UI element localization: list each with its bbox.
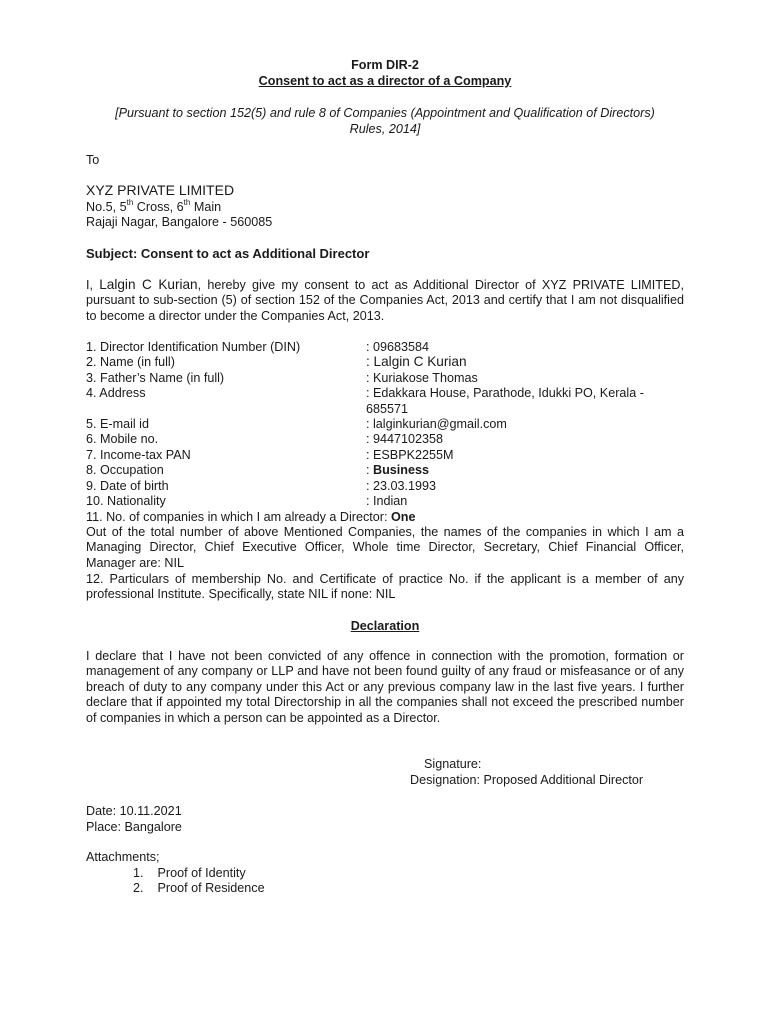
attachments-label: Attachments; [86,850,160,864]
addressee-company: XYZ PRIVATE LIMITED [86,182,235,198]
director-name: Lalgin C Kurian [99,277,198,292]
attachment-item: 2. Proof of Residence [133,881,265,895]
attachment-item: 1. Proof of Identity [133,866,246,880]
date-field: Date: 10.11.2021 [86,804,182,818]
managing-paragraph: Out of the total number of above Mentioned Companies, the names of the companies in which I am a Managing Director, Chief Executive Officer, Whole time Director, Secretary, Chief Financial Officer, Manager are: NIL [86,525,684,570]
company-name-inline: XYZ PRIVATE LIMITED [541,278,681,292]
form-number: Form DIR-2 [351,58,419,72]
subject-line: Subject: Consent to act as Additional Director [86,246,370,261]
address-line-1: No.5, 5th Cross, 6th Main [86,197,222,214]
document-page: Form DIR-2 Consent to act as a director of a Company [Pursuant to section 152(5) and rule 8 of Companies (Appointment and Qualification of Directors) Rules, 2014] To XYZ PRIVATE LIMITED No.5, 5th Cross, 6th Main Rajaji Nagar, Bangalore - 560085 Subject: Consent to act as Additional Director I, Lalgin C Kurian, hereby give my consent to act as Additional Director of XYZ PRIVATE LIMITED, pursuant to sub-section (5) of section 152 of the Companies Act, 2013 and certify that I am not disqualified to become a director under the Companies Act, 2013. 1. Director Identification Number (DIN) : 09683584 2. Name (in full) : Lalgin C Kurian 3. Father’s Name (in full) : Kuriakose Thomas 4. Address : Edakkara House, Parathode, Idukki PO, Kerala - 685571 5. E-mail id : lalginkurian@gmail.com 6. Mobile no. : 9447102358 7. Income-tax PAN : ESBPK2255M 8. Occupation : Business 9. Date of birth : 23.03.1993 10. Nationality : Indian 11. No. of companies in which I am already a Director: One Out of the total number of above Mentioned Companies, the names of the companies in which I am a Managing Director, Chief Executive Officer, Whole time Director, Secretary, Chief Financial Officer, Manager are: NIL 12. Particulars of membership No. and Certificate of practice No. if the applicant is a member of any professional Institute. Specifically, state NIL if none: NIL Declaration I declare that I have not been convicted of any offence in connection with the promotion, formation or management of any company or LLP and have not been found guilty of any fraud or misfeasance or of any breach of duty to any company under this Act or any previous company law in the last five years. I further declare that if appointed my total Directorship in all the companies shall not exceed the prescribed number of companies in which a person can be appointed as a Director. Signature: Designation: Proposed Additional Director Date: 10.11.2021 Place: Bangalore Attachments; 1. Proof of Identity 2. Proof of Residence [0,0,768,1024]
place-field: Place: Bangalore [86,820,182,834]
membership-paragraph: 12. Particulars of membership No. and Certificate of practice No. if the applicant is a member of any professional Institute. Specifically, state NIL if none: NIL [86,572,684,602]
form-title: Consent to act as a director of a Company [258,74,512,88]
pursuant-line-1: [Pursuant to section 152(5) and rule 8 of Companies (Appointment and Qualification of Directors) [115,106,655,120]
consent-paragraph: I, Lalgin C Kurian, hereby give my consent to act as Additional Director of XYZ PRIVATE LIMITED, pursuant to sub-section (5) of section 152 of the Companies Act, 2013 and certify that I am not disqualified to become a director under the Companies Act, 2013. [86,277,684,323]
declaration-paragraph: I declare that I have not been convicted of any offence in connection with the promotion, formation or management of any company or LLP and have not been found guilty of any fraud or misfeasance or of any breach of duty to any company under this Act or any previous company law in the last five years. I further declare that if appointed my total Directorship in all the companies shall not exceed the prescribed number of companies in which a person can be appointed as a Director. [86,649,684,725]
to-label: To [86,153,100,167]
pursuant-line-2: Rules, 2014] [349,122,421,136]
directorship-count: 11. No. of companies in which I am already a Director: One [86,510,416,524]
address-line-2: Rajaji Nagar, Bangalore - 560085 [86,215,273,229]
signature-label: Signature: [424,757,482,771]
designation-label: Designation: Proposed Additional Director [410,773,644,787]
declaration-title: Declaration [350,619,420,633]
